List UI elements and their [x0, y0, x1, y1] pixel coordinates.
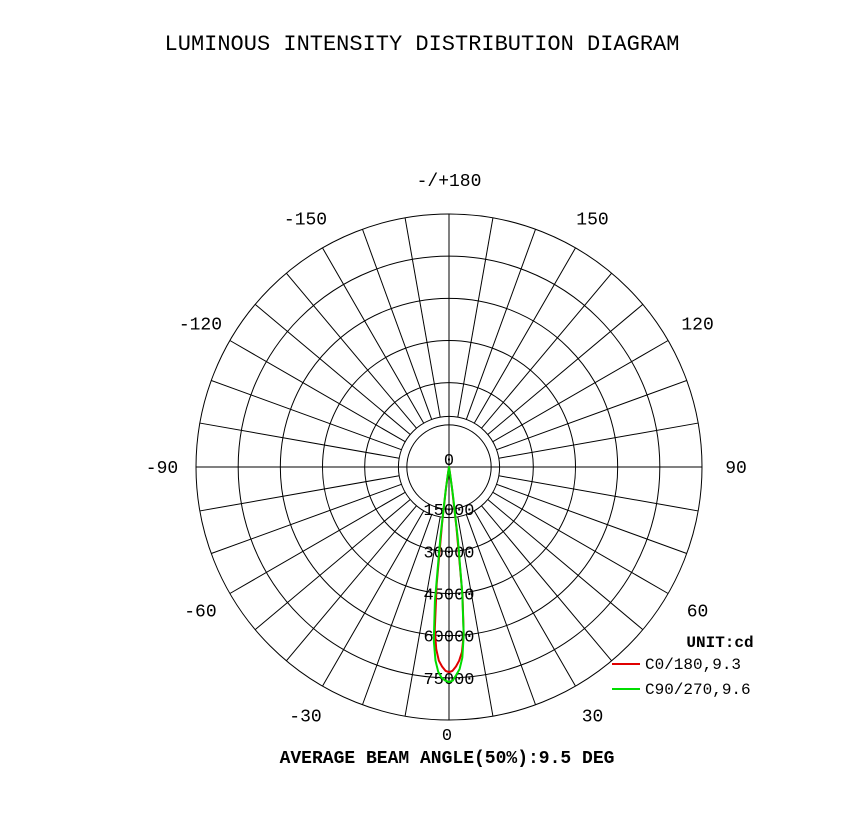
grid-spoke — [482, 506, 612, 661]
beam-angle-label: AVERAGE BEAM ANGLE(50%):9.5 DEG — [279, 749, 615, 769]
angle-label: 60 — [686, 602, 709, 623]
grid-spoke — [286, 506, 416, 661]
angle-label: -90 — [145, 459, 179, 479]
angle-label: 30 — [581, 707, 604, 728]
bottom-angle-label: 0 — [441, 727, 453, 746]
radial-tick-label: 45000 — [423, 586, 475, 606]
radial-tick-label: 60000 — [423, 628, 475, 648]
legend-entry: C0/180,9.3 — [645, 656, 742, 674]
grid-spoke — [286, 273, 416, 428]
angle-label: 90 — [725, 459, 747, 479]
angle-label: -30 — [289, 707, 322, 728]
grid-spoke — [323, 248, 424, 423]
angle-label: 120 — [681, 315, 714, 336]
grid-spoke — [493, 492, 668, 593]
grid-spoke — [474, 511, 575, 686]
grid-spoke — [255, 500, 410, 630]
center-label: 0 — [443, 452, 455, 471]
grid-spoke — [488, 304, 643, 434]
grid-spoke — [482, 273, 612, 428]
grid-spoke — [230, 341, 405, 442]
angle-label: -60 — [184, 602, 217, 623]
radial-tick-label: 30000 — [423, 544, 475, 564]
grid-spoke — [230, 492, 405, 593]
radial-tick-label: 15000 — [423, 502, 475, 522]
grid-spoke — [255, 304, 410, 434]
angle-label: -150 — [283, 210, 328, 231]
grid-spoke — [474, 248, 575, 423]
radial-tick-label: 75000 — [423, 670, 475, 690]
angle-label: 150 — [576, 210, 609, 231]
grid-spoke — [323, 511, 424, 686]
grid-spoke — [493, 341, 668, 442]
legend-entry: C90/270,9.6 — [645, 681, 751, 699]
unit-label: UNIT:cd — [686, 634, 754, 652]
angle-label: -/+180 — [416, 172, 482, 192]
legend — [612, 634, 754, 699]
chart-title: LUMINOUS INTENSITY DISTRIBUTION DIAGRAM — [164, 32, 680, 57]
angle-label: -120 — [178, 315, 223, 336]
grid-spoke — [488, 500, 643, 630]
